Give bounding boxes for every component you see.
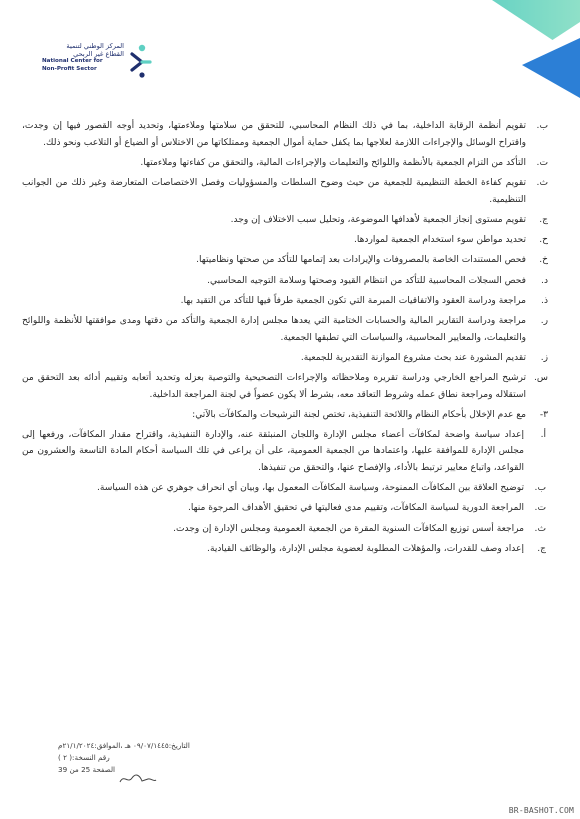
list-item-text: ترشيح المراجع الخارجي ودراسة تقريره وملاحظاته والإجراءات التصحيحية والتوصية بعزله وتحديد أتعابه وتقييم أدائه بعد التحقق من استقلاله ومراجعة نطاق عمله وشروط التعاقد معه، بشرط ألا يكون عضواً في لجنة المراجعة الداخلية. <box>22 373 526 400</box>
watermark: BR-BASHOT.COM <box>508 806 574 815</box>
list-item <box>22 370 548 403</box>
list-item-marker: ث. <box>534 523 546 534</box>
logo-arabic-line2: القطاع غير الربحي <box>73 50 124 58</box>
list-item <box>22 155 548 172</box>
list-item-text: إعداد وصف للقدرات، والمؤهلات المطلوبة لعضوية مجلس الإدارة، والوظائف القيادية. <box>207 543 524 554</box>
list-item <box>22 427 548 477</box>
list-item-text: المراجعة الدورية لسياسة المكافآت، وتقييم مدى فعاليتها في تحقيق الأهداف المرجوة منها. <box>187 503 524 514</box>
list-item <box>22 480 548 497</box>
list-item-marker: د. <box>541 275 548 286</box>
list-item-marker: ر. <box>540 316 548 327</box>
logo-arabic-line1: المركز الوطني لتنمية <box>66 42 124 50</box>
list-item-text: فحص السجلات المحاسبية للتأكد من انتظام القيود وصحتها وسلامة التوجيه المحاسبي. <box>207 275 526 286</box>
list-item <box>22 500 548 517</box>
corner-decoration-teal <box>470 0 580 40</box>
list-item <box>22 350 548 367</box>
list-item-marker: ت. <box>534 503 546 514</box>
document-body <box>22 118 548 561</box>
list-item <box>22 212 548 229</box>
list-item-text: التأكد من التزام الجمعية بالأنظمة واللوائح والتعليمات والإجراءات المالية، والتحقق من كفاءتها وملاءمتها. <box>140 157 526 168</box>
list-item-text: تقويم كفاءة الخطة التنظيمية للجمعية من حيث وضوح السلطات والمسؤوليات وفصل الاختصاصات المتعارضة وغير ذلك من الجوانب التنظيمية. <box>22 178 526 205</box>
list-item <box>22 293 548 310</box>
list-item <box>22 521 548 538</box>
list-item-marker: أ. <box>540 429 546 440</box>
list-item-text: تحديد مواطن سوء استخدام الجمعية لمواردها. <box>353 235 526 246</box>
list-item-marker: ذ. <box>541 296 548 307</box>
list-item-text: مراجعة ودراسة العقود والاتفاقيات المبرمة التي تكون الجمعية طرفاً فيها للتأكد من التقيد بها. <box>180 296 526 307</box>
list-item-marker: ز. <box>540 353 548 364</box>
list-item-marker: ح. <box>539 235 548 246</box>
section-3-heading <box>22 407 548 424</box>
list-item <box>22 541 548 558</box>
list-item-text: مراجعة أسس توزيع المكافآت السنوية المقرة من الجمعية العمومية ومجلس الإدارة إن وجدت. <box>173 523 524 534</box>
list-item <box>22 175 548 208</box>
list-item-marker: س. <box>534 373 548 384</box>
list-item-marker: ت. <box>536 157 548 168</box>
list-item-text: مراجعة ودراسة التقارير المالية والحسابات الختامية التي يعدها مجلس إدارة الجمعية والتأكد من دقتها ومدى موافقتها للأنظمة واللوائح والتعليمات، والمعايير المحاسبية، والسياسات التي تطبقها الجمعية. <box>22 316 526 343</box>
section-3-text: مع عدم الإخلال بأحكام النظام واللائحة التنفيذية، تختص لجنة الترشيحات والمكافآت بالآتي: <box>192 410 526 421</box>
footer-version: رقم النسخة:( ٢ ) <box>58 753 110 762</box>
list-item-marker: ب. <box>534 483 546 494</box>
list-item-marker: ج. <box>539 214 548 225</box>
signature-mark <box>118 770 158 788</box>
list-item-marker: ج. <box>537 543 546 554</box>
list-item-text: فحص المستندات الخاصة بالمصروفات والإيرادات بعد إتمامها للتأكد من صحتها ونظاميتها. <box>196 255 526 266</box>
list-item-marker: خ. <box>539 255 548 266</box>
list-item-marker: ب. <box>536 121 548 131</box>
audit-committee-duties-list <box>22 118 548 403</box>
list-item <box>22 313 548 346</box>
list-item-text: إعداد سياسة واضحة لمكافآت أعضاء مجلس الإدارة واللجان المنبثقة عنه، والإدارة التنفيذية، واقتراح مقدار المكافآت، ورفعها إلى مجلس الإدارة للموافقة عليها، واعتمادها من الجمعية العمومية، على أن يراعى في تلك السياسة أحكام المادة التاسعة والعشرون من القواعد، واتباع معايير ترتبط بالأداء، والإفصاح عنها، والتحقق من تنفيذها. <box>22 429 524 473</box>
list-item-text: تقويم أنظمة الرقابة الداخلية، بما في ذلك النظام المحاسبي، للتحقق من سلامتها وملاءمتها، وتحديد أوجه القصور فيها إن وجدت، واقتراح الوسائل والإجراءات اللازمة لعلاجها بما يكفل حماية أموال الجمعية وممتلكاتها من الاختلاس أو الضياع أو التلاعب ونحو ذلك. <box>22 121 526 148</box>
list-item-marker: ث. <box>536 178 548 189</box>
list-item <box>22 252 548 269</box>
list-item <box>22 232 548 249</box>
section-3-marker: ٣- <box>539 410 548 421</box>
list-item-text: توضيح العلاقة بين المكافآت الممنوحة، وسياسة المكافآت المعمول بها، وبيان أي انحراف جوهري عن هذه السياسة. <box>96 483 524 494</box>
list-item <box>22 273 548 290</box>
logo-mark-icon <box>128 44 152 78</box>
footer-date: التاريخ:٠٩/٠٧/١٤٤٥ هـ ،الموافق:٢١/١/٢٠٢٤م <box>58 741 190 750</box>
list-item <box>22 118 548 151</box>
corner-decoration-blue <box>522 38 580 98</box>
logo-english-line2: Non-Profit Sector <box>42 65 97 72</box>
logo-wordmark <box>42 42 124 73</box>
nominations-committee-duties-list <box>22 427 548 558</box>
list-item-text: تقويم مستوى إنجاز الجمعية لأهدافها الموضوعة، وتحليل سبب الاختلاف إن وجد. <box>230 214 526 225</box>
footer-page-number: الصفحة 25 من 39 <box>58 765 116 774</box>
ncnp-logo <box>42 42 152 88</box>
list-item-text: تقديم المشورة عند بحث مشروع الموازنة التقديرية للجمعية. <box>300 353 526 364</box>
logo-english-line1: National Center for <box>42 58 103 64</box>
